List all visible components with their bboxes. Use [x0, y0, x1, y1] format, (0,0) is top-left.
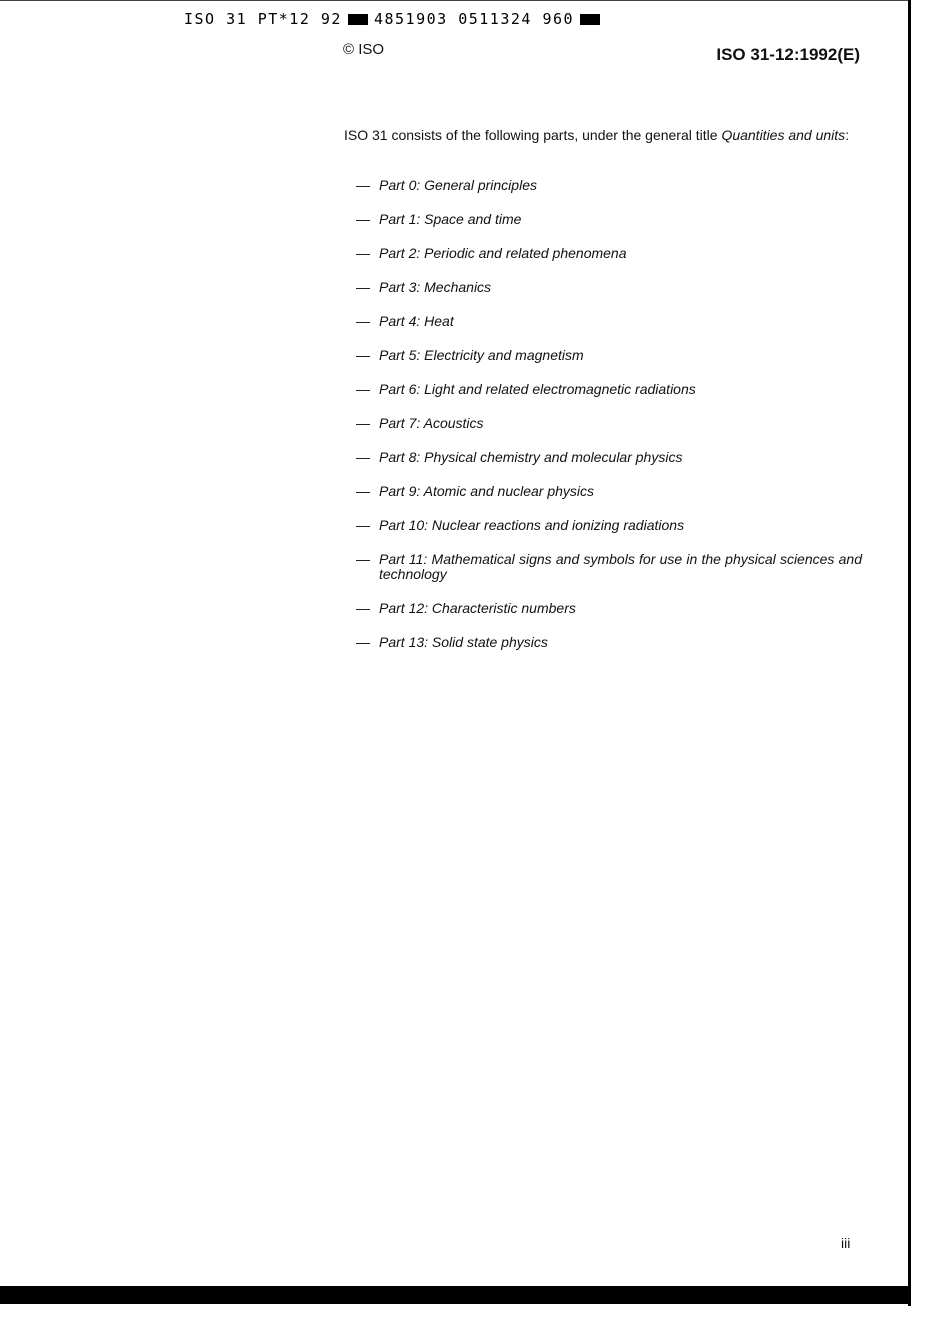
intro-text-end: :: [845, 127, 850, 143]
list-dash: —: [356, 313, 370, 329]
part-label: Part 2:: [379, 245, 421, 261]
scan-barcode-line: [184, 10, 606, 28]
page-number: iii: [841, 1235, 851, 1251]
document-id: ISO 31-12:1992(E): [716, 45, 860, 64]
copyright-notice: © ISO: [343, 41, 385, 58]
part-label: Part 6:: [379, 381, 421, 397]
part-title: Physical chemistry and molecular physics: [424, 449, 683, 465]
list-item: [356, 348, 862, 363]
page-right-edge: [908, 0, 911, 1306]
part-label: Part 5:: [379, 347, 421, 363]
list-dash: —: [356, 347, 370, 363]
part-title: Solid state physics: [431, 634, 548, 650]
part-label: Part 12:: [379, 600, 429, 616]
part-label: Part 13:: [379, 634, 429, 650]
scan-block-mark: [580, 14, 600, 25]
list-dash: —: [356, 551, 370, 567]
page-top-edge: [0, 0, 910, 1]
list-item: [356, 382, 862, 397]
scan-code-mid: 4851903 0511324 960: [373, 10, 575, 28]
list-dash: —: [356, 517, 370, 533]
part-label: Part 4:: [379, 313, 421, 329]
part-label: Part 3:: [379, 279, 421, 295]
list-item: [356, 601, 862, 616]
list-item: [356, 484, 862, 499]
list-dash: —: [356, 483, 370, 499]
list-item: [356, 178, 862, 193]
scan-block-mark: [348, 14, 368, 25]
part-title: Nuclear reactions and ionizing radiations: [431, 517, 685, 533]
part-title: Mathematical signs and symbols for use in the physical sciences and technology: [379, 551, 862, 582]
part-title: Heat: [424, 313, 454, 329]
part-title: General principles: [424, 177, 537, 193]
part-title: Periodic and related phenomena: [424, 245, 627, 261]
scan-bottom-bar: [0, 1286, 911, 1304]
list-item: [356, 518, 862, 533]
list-dash: —: [356, 279, 370, 295]
part-title: Atomic and nuclear physics: [423, 483, 595, 499]
list-item: [356, 552, 862, 582]
list-item: [356, 635, 862, 650]
list-item: [356, 246, 862, 261]
list-item: [356, 416, 862, 431]
scan-code-left: ISO 31 PT*12 92: [184, 10, 342, 28]
list-item: [356, 280, 862, 295]
list-dash: —: [356, 449, 370, 465]
list-item: [356, 314, 862, 329]
part-label: Part 1:: [379, 211, 421, 227]
list-dash: —: [356, 245, 370, 261]
list-dash: —: [356, 415, 370, 431]
intro-text: ISO 31 consists of the following parts, under the general title: [344, 127, 722, 143]
parts-list: [356, 178, 862, 669]
part-title: Light and related electromagnetic radiations: [424, 381, 696, 397]
part-label: Part 9:: [379, 483, 421, 499]
list-dash: —: [356, 381, 370, 397]
part-title: Characteristic numbers: [431, 600, 576, 616]
part-title: Space and time: [424, 211, 522, 227]
part-label: Part 10:: [379, 517, 429, 533]
part-label: Part 11:: [379, 551, 428, 567]
part-title: Electricity and magnetism: [424, 347, 584, 363]
part-label: Part 8:: [379, 449, 421, 465]
list-dash: —: [356, 634, 370, 650]
intro-paragraph: [344, 128, 862, 143]
list-dash: —: [356, 600, 370, 616]
part-label: Part 0:: [379, 177, 421, 193]
part-label: Part 7:: [379, 415, 421, 431]
general-title: Quantities and units: [721, 127, 846, 143]
list-dash: —: [356, 211, 370, 227]
part-title: Acoustics: [423, 415, 484, 431]
list-item: [356, 450, 862, 465]
list-item: [356, 212, 862, 227]
list-dash: —: [356, 177, 370, 193]
part-title: Mechanics: [424, 279, 492, 295]
